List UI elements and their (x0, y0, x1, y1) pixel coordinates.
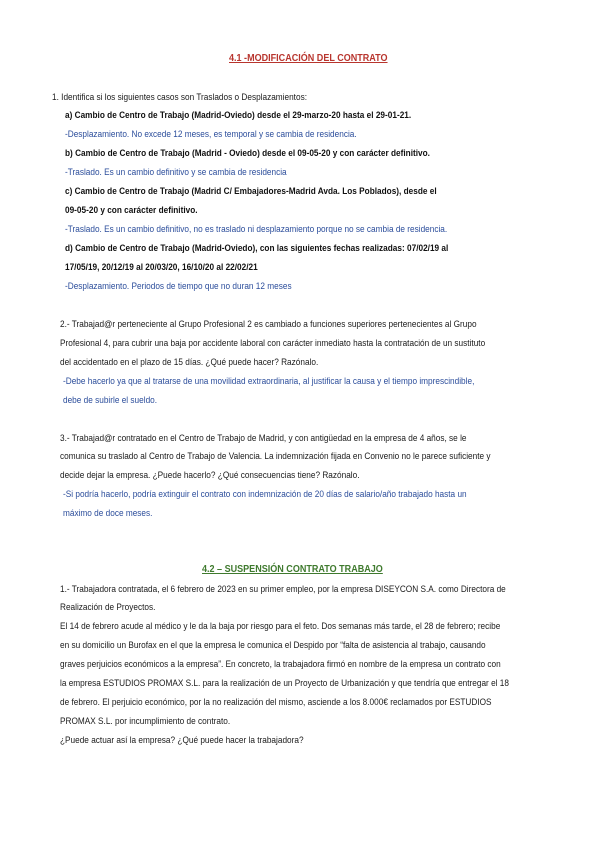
paragraph-2-line-3: graves perjuicios económicos a la empresa”. En concreto, la trabajadora firmó en nombre de la empresa un contrato con (60, 659, 501, 670)
paragraph-3: ¿Puede actuar así la empresa? ¿Qué puede hacer la trabajadora? (60, 735, 304, 746)
case-c-line-2: 09-05-20 y con carácter definitivo. (65, 205, 198, 216)
case-c-line-1: c) Cambio de Centro de Trabajo (Madrid C/ Embajadores-Madrid Avda. Los Poblados), desde el (65, 186, 437, 197)
section-title-modificacion: 4.1 -MODIFICACIÓN DEL CONTRATO (229, 52, 388, 64)
answer-d: -Desplazamiento. Periodos de tiempo que no duran 12 meses (65, 281, 292, 292)
case-d-line-1: d) Cambio de Centro de Trabajo (Madrid-Oviedo), con las siguientes fechas realizadas: 07/02/19 al (65, 243, 449, 254)
question-3-line-3: decide dejar la empresa. ¿Puede hacerlo? ¿Qué consecuencias tiene? Razónalo. (60, 470, 360, 481)
answer-3-line-1: -Si podría hacerlo, podría extinguir el contrato con indemnización de 20 días de salario/año trabajado hasta un (63, 489, 467, 500)
case-b: b) Cambio de Centro de Trabajo (Madrid - Oviedo) desde el 09-05-20 y con carácter definitivo. (65, 148, 430, 159)
answer-3-line-2: máximo de doce meses. (63, 508, 153, 519)
answer-2-line-1: -Debe hacerlo ya que al tratarse de una movilidad extraordinaria, al justificar la causa y el tiempo imprescindible, (63, 376, 475, 387)
question-2-line-2: Profesional 4, para cubrir una baja por accidente laboral con carácter inmediato hasta la contratación de un sustituto (60, 338, 486, 349)
question-2-line-3: del accidentado en el plazo de 15 días. ¿Qué puede hacer? Razónalo. (60, 357, 319, 368)
answer-2-line-2: debe de subirle el sueldo. (63, 395, 158, 406)
question-2-line-1: 2.- Trabajad@r perteneciente al Grupo Profesional 2 es cambiado a funciones superiores pertenecientes al Grupo (60, 319, 477, 330)
paragraph-1-line-2: Realización de Proyectos. (60, 602, 156, 613)
section-title-suspension: 4.2 – SUSPENSIÓN CONTRATO TRABAJO (202, 563, 383, 575)
paragraph-2-line-5: de febrero. El perjuicio económico, por la no realización del mismo, asciende a los 8.000€ reclamados por ESTUDIOS (60, 697, 492, 708)
case-d-line-2: 17/05/19, 20/12/19 al 20/03/20, 16/10/20 al 22/02/21 (65, 262, 258, 273)
answer-b: -Traslado. Es un cambio definitivo y se cambia de residencia (65, 167, 287, 178)
paragraph-2-line-1: El 14 de febrero acude al médico y le da la baja por riesgo para el feto. Dos semanas más tarde, el 28 de febrero; recibe (60, 621, 501, 632)
paragraph-1-line-1: 1.- Trabajadora contratada, el 6 febrero de 2023 en su primer empleo, por la empresa DISEYCON S.A. como Directora de (60, 584, 506, 595)
paragraph-2-line-6: PROMAX S.L. por incumplimiento de contrato. (60, 716, 231, 727)
question-1-intro: 1. Identifica si los siguientes casos son Traslados o Desplazamientos: (52, 92, 307, 103)
question-3-line-2: comunica su traslado al Centro de Trabajo de Valencia. La indemnización fijada en Convenio no le parece suficiente y (60, 451, 491, 462)
answer-c: -Traslado. Es un cambio definitivo, no es traslado ni desplazamiento porque no se cambia de residencia. (65, 224, 448, 235)
question-3-line-1: 3.- Trabajad@r contratado en el Centro de Trabajo de Madrid, y con antigüedad en la empresa de 4 años, se le (60, 433, 467, 444)
case-a: a) Cambio de Centro de Trabajo (Madrid-Oviedo) desde el 29-marzo-20 hasta el 29-01-21. (65, 110, 412, 121)
paragraph-2-line-4: la empresa ESTUDIOS PROMAX S.L. para la realización de un Proyecto de Urbanización y que tendría que entregar el 18 (60, 678, 509, 689)
answer-a: -Desplazamiento. No excede 12 meses, es temporal y se cambia de residencia. (65, 129, 357, 140)
paragraph-2-line-2: en su domicilio un Burofax en el que la empresa le comunica el Despido por “falta de asistencia al trabajo, causando (60, 640, 486, 651)
